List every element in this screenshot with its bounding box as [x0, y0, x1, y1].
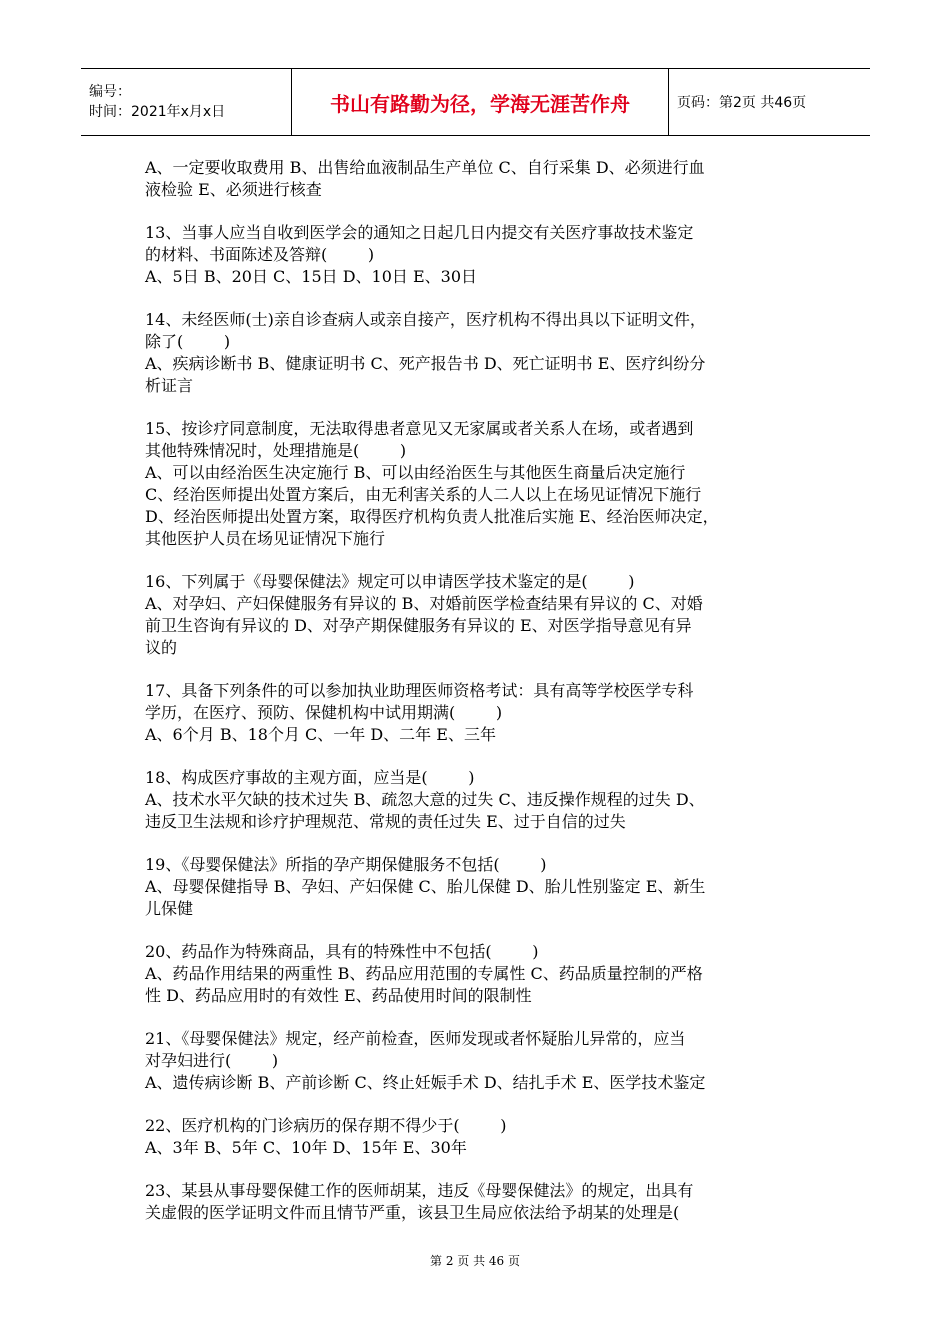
text-line: 违反卫生法规和诊疗护理规范、常规的责任过失 E、过于自信的过失: [145, 812, 626, 831]
question-list: [145, 157, 810, 1245]
text-line: A、3年 B、5年 C、10年 D、15年 E、30年: [145, 1138, 467, 1157]
question-block: [145, 941, 810, 1007]
question-block: [145, 767, 810, 833]
text-line: 其他医护人员在场见证情况下施行: [145, 529, 386, 548]
text-line: A、遗传病诊断 B、产前诊断 C、终止妊娠手术 D、结扎手术 E、医学技术鉴定: [145, 1073, 706, 1092]
text-line: A、5日 B、20日 C、15日 D、10日 E、30日: [145, 267, 478, 286]
text-line: 16、下列属于《母婴保健法》规定可以申请医学技术鉴定的是( ): [145, 572, 635, 591]
text-line: A、6个月 B、18个月 C、一年 D、二年 E、三年: [145, 725, 496, 744]
text-line: A、可以由经治医生决定施行 B、可以由经治医生与其他医生商量后决定施行: [145, 463, 686, 482]
text-line: 22、医疗机构的门诊病历的保存期不得少于( ): [145, 1116, 507, 1135]
question-block: [145, 309, 810, 397]
text-line: 21、《母婴保健法》规定，经产前检查，医师发现或者怀疑胎儿异常的，应当: [145, 1029, 686, 1048]
text-line: 23、某县从事母婴保健工作的医师胡某，违反《母婴保健法》的规定，出具有: [145, 1181, 694, 1200]
text-line: A、技术水平欠缺的技术过失 B、疏忽大意的过失 C、违反操作规程的过失 D、: [145, 790, 705, 809]
question-block: [145, 1180, 810, 1224]
page-header: [81, 68, 870, 136]
text-line: 15、按诊疗同意制度，无法取得患者意见又无家属或者关系人在场，或者遇到: [145, 419, 694, 438]
text-line: 析证言: [145, 376, 194, 395]
text-line: 关虚假的医学证明文件而且情节严重，该县卫生局应依法给予胡某的处理是(: [145, 1203, 680, 1222]
text-line: 14、未经医师(士)亲自诊查病人或亲自接产，医疗机构不得出具以下证明文件，: [145, 310, 706, 329]
question-block: [145, 1028, 810, 1094]
question-block: [145, 418, 810, 550]
text-line: 19、《母婴保健法》所指的孕产期保健服务不包括( ): [145, 855, 547, 874]
page-footer: 第 2 页 共 46 页: [430, 1254, 520, 1268]
text-line: 液检验 E、必须进行核查: [145, 180, 322, 199]
question-block: [145, 157, 810, 201]
question-block: [145, 571, 810, 659]
text-line: 学历，在医疗、预防、保健机构中试用期满( ): [145, 703, 503, 722]
text-line: A、对孕妇、产妇保健服务有异议的 B、对婚前医学检查结果有异议的 C、对婚: [145, 594, 703, 613]
header-motto: 书山有路勤为径，学海无涯苦作舟: [292, 69, 669, 136]
text-line: 18、构成医疗事故的主观方面，应当是( ): [145, 768, 475, 787]
text-line: 性 D、药品应用时的有效性 E、药品使用时间的限制性: [145, 986, 532, 1005]
text-line: 17、具备下列条件的可以参加执业助理医师资格考试：具有高等学校医学专科: [145, 681, 694, 700]
serial-label: 编号：: [89, 84, 131, 100]
text-line: D、经治医师提出处置方案，取得医疗机构负责人批准后实施 E、经治医师决定，: [145, 507, 719, 526]
question-block: [145, 680, 810, 746]
text-line: 除了( ): [145, 332, 231, 351]
text-line: A、药品作用结果的两重性 B、药品应用范围的专属性 C、药品质量控制的严格: [145, 964, 703, 983]
time-label: 时间：2021年x月x日: [89, 104, 226, 120]
text-line: A、一定要收取费用 B、出售给血液制品生产单位 C、自行采集 D、必须进行血: [145, 158, 705, 177]
text-line: 的材料、书面陈述及答辩( ): [145, 245, 375, 264]
question-block: [145, 1115, 810, 1159]
text-line: 20、药品作为特殊商品，具有的特殊性中不包括( ): [145, 942, 539, 961]
text-line: 前卫生咨询有异议的 D、对孕产期保健服务有异议的 E、对医学指导意见有异: [145, 616, 692, 635]
text-line: C、经治医师提出处置方案后，由无利害关系的人二人以上在场见证情况下施行: [145, 485, 702, 504]
header-meta-cell: [81, 69, 292, 136]
text-line: A、母婴保健指导 B、孕妇、产妇保健 C、胎儿保健 D、胎儿性别鉴定 E、新生: [145, 877, 706, 896]
text-line: 13、当事人应当自收到医学会的通知之日起几日内提交有关医疗事故技术鉴定: [145, 223, 694, 242]
text-line: 儿保健: [145, 899, 194, 918]
text-line: A、疾病诊断书 B、健康证明书 C、死产报告书 D、死亡证明书 E、医疗纠纷分: [145, 354, 706, 373]
text-line: 议的: [145, 638, 178, 657]
header-page-label: 页码：第2页 共46页: [669, 69, 871, 136]
question-block: [145, 222, 810, 288]
question-block: [145, 854, 810, 920]
text-line: 对孕妇进行( ): [145, 1051, 279, 1070]
text-line: 其他特殊情况时，处理措施是( ): [145, 441, 407, 460]
